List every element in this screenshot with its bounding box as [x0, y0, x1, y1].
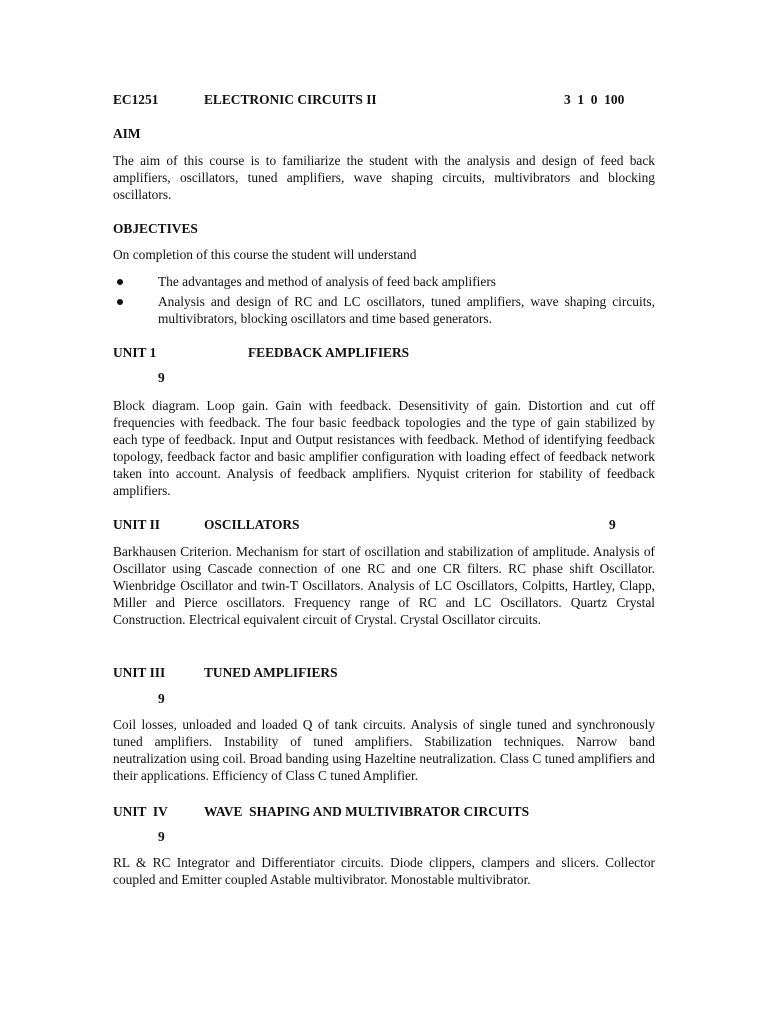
- unit-4-number: UNIT IV: [113, 804, 168, 819]
- objectives-heading: OBJECTIVES: [113, 221, 198, 236]
- bullet-icon: [117, 299, 123, 305]
- unit-1-number: UNIT 1: [113, 345, 157, 360]
- objective-item: Analysis and design of RC and LC oscillators, tuned amplifiers, wave shaping circuits, multivibrators, blocking oscillators and time based generators.: [158, 294, 655, 326]
- unit-4-title: WAVE SHAPING AND MULTIVIBRATOR CIRCUITS: [204, 804, 530, 819]
- objectives-intro: On completion of this course the student will understand: [113, 247, 417, 262]
- unit-2-title: OSCILLATORS: [204, 517, 300, 532]
- unit-1-text: Block diagram. Loop gain. Gain with feedback. Desensitivity of gain. Distortion and cut off frequencies with feedback. The four basic feedback topologies and the type of gain stabilized by each type of feedback. Input and Output resistances with feedback. Method of identifying feedback topology, feedback factor and basic amplifier configuration with loading effect of feedback network taken into account. Analysis of feedback amplifiers. Nyquist criterion for stability of feedback amplifiers.: [113, 398, 655, 498]
- unit-1-hours: 9: [158, 370, 165, 385]
- objective-item: The advantages and method of analysis of feed back amplifiers: [158, 274, 496, 289]
- course-code: EC1251: [113, 92, 159, 107]
- unit-2-hours: 9: [609, 517, 616, 532]
- unit-4-hours: 9: [158, 829, 165, 844]
- unit-2-text: Barkhausen Criterion. Mechanism for start of oscillation and stabilization of amplitude. Analysis of Oscillator using Cascade connection of one RC and one CR filters. RC phase shift Oscillator. Wienbridge Oscillator and twin-T Oscillators. Analysis of LC Oscillators, Colpitts, Hartley, Clapp, Miller and Pierce oscillators. Frequency range of RC and LC Oscillators. Quartz Crystal Construction. Electrical equivalent circuit of Crystal. Crystal Oscillator circuits.: [113, 544, 655, 627]
- course-title: ELECTRONIC CIRCUITS II: [204, 92, 377, 107]
- unit-3-hours: 9: [158, 691, 165, 706]
- unit-3-title: TUNED AMPLIFIERS: [204, 665, 338, 680]
- unit-4-text: RL & RC Integrator and Differentiator circuits. Diode clippers, clampers and slicers. Collector coupled and Emitter coupled Astable multivibrator. Monostable multivibrator.: [113, 855, 655, 887]
- aim-heading: AIM: [113, 126, 141, 141]
- course-credits: 3 1 0 100: [564, 92, 625, 107]
- aim-text: The aim of this course is to familiarize the student with the analysis and design of feed back amplifiers, oscillators, tuned amplifiers, wave shaping circuits, multivibrators and blocking oscillators.: [113, 153, 655, 202]
- bullet-icon: [117, 279, 123, 285]
- unit-3-number: UNIT III: [113, 665, 166, 680]
- unit-1-title: FEEDBACK AMPLIFIERS: [248, 345, 410, 360]
- unit-3-text: Coil losses, unloaded and loaded Q of tank circuits. Analysis of single tuned and synchronously tuned amplifiers. Instability of tuned amplifiers. Stabilization techniques. Narrow band neutralization using coil. Broad banding using Hazeltine neutralization. Class C tuned amplifiers and their applications. Efficiency of Class C tuned Amplifier.: [113, 717, 655, 783]
- unit-2-number: UNIT II: [113, 517, 161, 532]
